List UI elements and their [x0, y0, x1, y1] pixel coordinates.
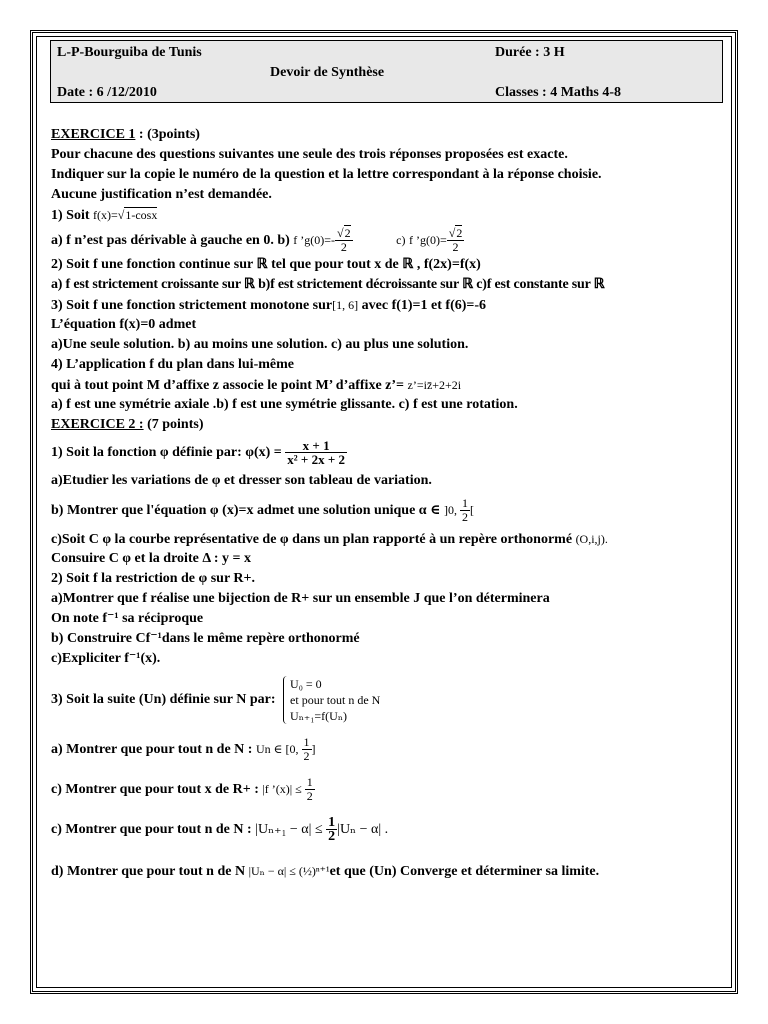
ex2-q1c-construct: Consuire C φ et la droite Δ : y = x: [51, 551, 251, 566]
ex2-q3: 3) Soit la suite (Un) définie sur N par: U₀ = 0 et pour tout n de N Uₙ₊₁=f(Uₙ): [51, 676, 381, 723]
ex1-q3: 3) Soit f une fonction strictement monotone sur[1, 6] avec f(1)=1 et f(6)=-6: [51, 298, 487, 313]
classes: Classes : 4 Maths 4-8: [495, 85, 621, 100]
header-box: [50, 40, 723, 103]
ex2-q1a: a)Etudier les variations de φ et dresser son tableau de variation.: [51, 473, 432, 488]
ex1-q4: 4) L’application f du plan dans lui-même: [51, 357, 294, 372]
exam-content: [51, 125, 741, 891]
ex1-intro-3: Aucune justification n’est demandée.: [51, 187, 272, 202]
ex1-q3-equation: L’équation f(x)=0 admet: [51, 317, 197, 332]
ex2-q2: 2) Soit f la restriction de φ sur R+.: [51, 571, 256, 586]
school-name: L-P-Bourguiba de Tunis: [57, 45, 202, 60]
ex1-q1-answers: a) f n’est pas dérivable à gauche en 0. b) f ’g(0)=- $\frac{√2}{2}$ c) f ’g(0)= $\frac{√2}{2}$: [51, 226, 463, 255]
ex2-q3a: a) Montrer que pour tout n de N : Un ∈ [0, $\frac{1}{2}$ ]: [51, 735, 316, 764]
ex1-q2: 2) Soit f une fonction continue sur ℝ tel que pour tout x de ℝ , f(2x)=f(x): [51, 257, 481, 272]
duration: Durée : 3 H: [495, 45, 565, 60]
ex2-q1b: b) Montrer que l'équation φ (x)=x admet une solution unique α ∈ ]0, $\frac{1}{2}$ [: [51, 496, 474, 525]
ex2-q2a: a)Montrer que f réalise une bijection de R+ sur un ensemble J que l’on déterminera: [51, 591, 550, 606]
exam-date: Date : 6 /12/2010: [57, 85, 157, 100]
ex2-q1: 1) Soit la fonction φ définie par: φ(x) = $\frac{x + 1}{\text{x² + 2x + 2}}$: [51, 438, 345, 468]
ex1-q1: 1) Soit f(x)=√1-cosx: [51, 208, 158, 223]
sequence-definition: U₀ = 0 et pour tout n de N Uₙ₊₁=f(Uₙ): [283, 676, 380, 724]
ex1-intro-1: Pour chacune des questions suivantes une seule des trois réponses proposées est exacte.: [51, 147, 568, 162]
ex1-q4-answers: a) f est une symétrie axiale .b) f est une symétrie glissante. c) f est une rotation.: [51, 397, 518, 412]
ex2-q2a-note: On note f⁻¹ sa réciproque: [51, 611, 204, 626]
ex1-q4-line2: qui à tout point M d’affixe z associe le point M’ d’affixe z’= z’=iz̄+2+2i: [51, 378, 462, 393]
exam-title: Devoir de Synthèse: [270, 65, 385, 80]
ex1-intro-2: Indiquer sur la copie le numéro de la question et la lettre correspondant à la réponse choisie.: [51, 167, 602, 182]
ex2-q3b: c) Montrer que pour tout x de R+ : |f ’(x)| ≤ $\frac{1}{2}$: [51, 775, 313, 804]
ex2-q2b: b) Construire Cf⁻¹dans le même repère orthonormé: [51, 631, 360, 646]
ex1-q3-answers: a)Une seule solution. b) au moins une solution. c) au plus une solution.: [51, 337, 469, 352]
ex2-heading: EXERCICE 2 : (7 points): [51, 417, 204, 432]
ex2-q3d: d) Montrer que pour tout n de N |Uₙ − α| ≤ (½)ⁿ⁺¹et que (Un) Converge et déterminer sa limite.: [51, 864, 600, 879]
ex1-q2-answers: a) f est strictement croissante sur ℝ b)f est strictement décroissante sur ℝ c)f est constante sur ℝ: [51, 277, 605, 292]
ex1-heading: EXERCICE 1 : (3points): [51, 127, 200, 142]
ex2-q2c: c)Expliciter f⁻¹(x).: [51, 651, 161, 666]
ex2-q3c: c) Montrer que pour tout n de N : |Uₙ₊₁ − α| ≤ $\frac{1}{2}$ |Uₙ − α| .: [51, 815, 389, 845]
ex2-q1c: c)Soit C φ la courbe représentative de φ dans un plan rapporté à un repère orthonormé (O,i,j).: [51, 532, 608, 547]
